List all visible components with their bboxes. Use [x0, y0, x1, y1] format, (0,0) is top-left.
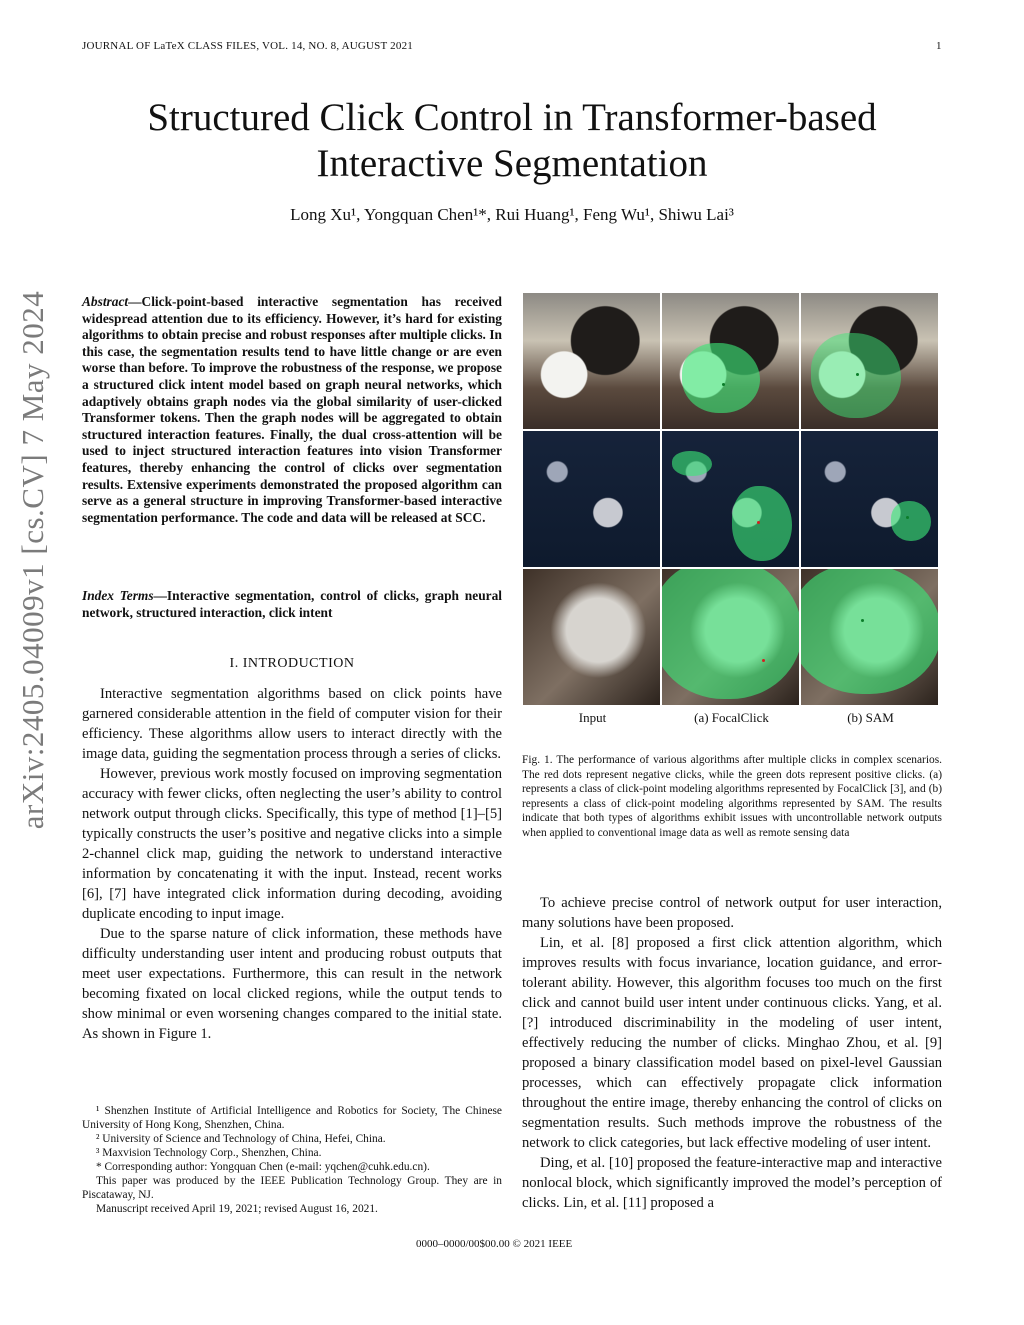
intro-right-column [522, 893, 942, 1213]
running-header: JOURNAL OF LaTeX CLASS FILES, VOL. 14, NO. 8, AUGUST 2021 [82, 40, 413, 52]
figure-image-remote-sam [801, 431, 938, 567]
footnote: Manuscript received April 19, 2021; revised August 16, 2021. [96, 1203, 378, 1215]
paragraph: Lin, et al. [8] proposed a first click attention algorithm, which improves results with focus invariance, location guidance, and error-tolerant ability. However, this algorithm focuses too much on the first click and cannot build user intent under continuous clicks. Yang, et al. [?] introduced discriminability in the modeling of user intent, effectively reducing the number of clicks. Minghao Zhou, et al. [9] proposed a binary classification model based on pixel-level Gaussian processes, which can effectively propagate click information throughout the entire image, thereby enhancing the control of clicks on segmentation results. Such methods improve the robustness of the network to click categories, but lack effective modeling of user intent. [522, 935, 942, 1151]
footnote: This paper was produced by the IEEE Publication Technology Group. They are in Piscataway, NJ. [82, 1175, 502, 1201]
footnote: * Corresponding author: Yongquan Chen (e-mail: yqchen@cuhk.edu.cn). [96, 1161, 430, 1173]
index-terms-text: —Interactive segmentation, control of clicks, graph neural network, structured interaction, click intent [82, 588, 502, 620]
paragraph: Ding, et al. [10] proposed the feature-interactive map and interactive nonlocal block, which significantly improved the model’s perception of clicks. Lin, et al. [11] proposed a [522, 1155, 942, 1211]
negative-click-dot [762, 659, 765, 662]
negative-click-dot [757, 521, 760, 524]
abstract [82, 294, 502, 526]
footnote: ¹ Shenzhen Institute of Artificial Intelligence and Robotics for Society, The Chinese University of Hong Kong, Shenzhen, China. [82, 1105, 502, 1131]
abstract-label: Abstract [82, 294, 129, 309]
figure-image-sheep-sam [801, 293, 938, 429]
figure-column-labels [523, 710, 940, 726]
arxiv-id: arXiv:2405.04009v1 [cs.CV] 7 May 2024 [15, 290, 50, 830]
footnote: ² University of Science and Technology of China, Hefei, China. [96, 1133, 386, 1145]
footnote: ³ Maxvision Technology Corp., Shenzhen, China. [96, 1147, 322, 1159]
index-terms-label: Index Terms [82, 588, 154, 603]
figure-image-cloud-input [523, 569, 660, 705]
intro-left-column [82, 684, 502, 1044]
segmentation-mask [682, 343, 760, 413]
segmentation-mask [801, 569, 938, 694]
paragraph: To achieve precise control of network output for user interaction, many solutions have been proposed. [522, 895, 942, 931]
section-heading: I. INTRODUCTION [229, 656, 355, 671]
abstract-text: —Click-point-based interactive segmentation has received widespread attention due to its efficiency. However, it’s hard for existing algorithms to obtain precise and robust responses after multiple clicks. In this case, the segmentation results tend to have little change or are even worse than before. To improve the robustness of the response, we propose a structured click intent model based on graph neural networks, which adaptively obtains graph nodes via the global similarity of user-clicked Transformer tokens. Then the graph nodes will be aggregated to obtain structured interaction features. Finally, the dual cross-attention will be used to inject structured interaction features into vision Transformer features, thereby enhancing the control of clicks over segmentation results. Extensive experiments demonstrated the proposed algorithm can serve as a general structure in improving Transformer-based interactive segmentation performance. The code and data will be released at SCC. [82, 294, 502, 525]
segmentation-mask [672, 451, 712, 476]
paragraph: However, previous work mostly focused on improving segmentation accuracy with fewer clicks, often neglecting the user’s ability to control network output through clicks. Specifically, this type of method [1]–[5] typically constructs the user’s positive and negative clicks into a simple 2-channel click map, guiding the network to understand interactive information by concatenating it with the input. Instead, recent works [6], [7] have integrated click information during decoding, avoiding duplicate encoding to input image. [82, 766, 502, 922]
figure-label-input: Input [578, 710, 607, 725]
positive-click-dot [722, 383, 725, 386]
figure-image-remote-focalclick [662, 431, 799, 567]
paragraph: Due to the sparse nature of click information, these methods have difficulty understanding user intent and producing robust outputs that meet user expectations. Furthermore, this can result in the network becoming fixated on local clicked regions, while the output tends to show minimal or even worsening changes compared to the initial state. As shown in Figure 1. [82, 926, 502, 1042]
positive-click-dot [856, 373, 859, 376]
figure-caption: Fig. 1. The performance of various algorithms after multiple clicks in complex scenarios. The red dots represent negative clicks, while the green dots represent positive clicks. (a) represents a class of click-point modeling algorithms represented by FocalClick [3], and (b) represents a class of click-point modeling algorithms represented by SAM. The results indicate that both types of algorithms exhibit issues with uncontrollable network outputs when applied to conventional image data as well as remote sensing data [522, 754, 942, 839]
figure-image-sheep-focalclick [662, 293, 799, 429]
copyright-footer: 0000–0000/00$00.00 © 2021 IEEE [416, 1238, 573, 1250]
segmentation-mask [891, 501, 931, 541]
arxiv-stamp [10, 180, 56, 940]
figure-1-grid [523, 293, 940, 707]
paragraph: Interactive segmentation algorithms based on click points have garnered considerable attention in the field of computer vision for their efficiency. These algorithms allow users to interact directly with the image data, guiding the segmentation process through a series of clicks. [82, 686, 502, 762]
title-line-1: Structured Click Control in Transformer-based [147, 96, 877, 139]
segmentation-mask [662, 569, 799, 699]
paper-title [0, 95, 1024, 187]
page-number: 1 [936, 40, 942, 52]
segmentation-mask [732, 486, 792, 561]
index-terms [82, 588, 502, 621]
positive-click-dot [861, 619, 864, 622]
figure-image-sheep-input [523, 293, 660, 429]
figure-image-cloud-focalclick [662, 569, 799, 705]
figure-label-focalclick: (a) FocalClick [694, 710, 769, 725]
footnotes [82, 1104, 502, 1216]
title-line-2: Interactive Segmentation [316, 142, 708, 185]
positive-click-dot [906, 516, 909, 519]
author-list: Long Xu¹, Yongquan Chen¹*, Rui Huang¹, Feng Wu¹, Shiwu Lai³ [290, 205, 734, 224]
figure-label-sam: (b) SAM [847, 710, 894, 725]
figure-image-cloud-sam [801, 569, 938, 705]
figure-image-remote-input [523, 431, 660, 567]
